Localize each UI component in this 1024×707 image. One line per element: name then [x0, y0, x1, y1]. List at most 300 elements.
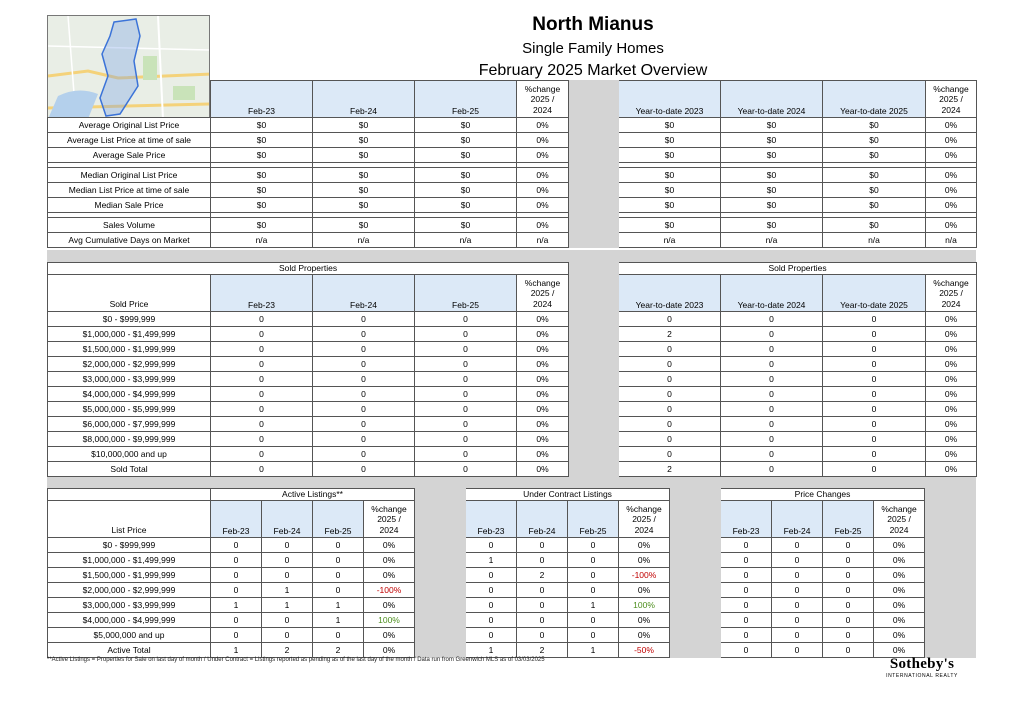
value-cell: 0	[415, 462, 517, 477]
gap-cell	[670, 628, 721, 643]
value-cell: 0	[415, 387, 517, 402]
value-cell: 0%	[517, 462, 569, 477]
table-row	[48, 133, 977, 148]
value-cell: 0	[823, 342, 926, 357]
value-cell: 0%	[926, 372, 977, 387]
value-cell: 0%	[874, 613, 925, 628]
column-header: Feb-24	[517, 501, 568, 538]
page-title: North Mianus	[532, 14, 654, 35]
row-label: Average Original List Price	[48, 118, 211, 133]
value-cell: 0%	[874, 553, 925, 568]
value-cell: 0	[823, 643, 874, 658]
value-cell: 0	[211, 447, 313, 462]
value-cell: n/a	[926, 233, 977, 248]
table-row	[48, 583, 976, 598]
title-row	[48, 263, 977, 275]
value-cell: 0%	[874, 583, 925, 598]
gap-cell	[569, 327, 619, 342]
gap-cell	[569, 233, 619, 248]
value-cell: 0	[466, 538, 517, 553]
row-label: Sales Volume	[48, 218, 211, 233]
value-cell: 0	[568, 553, 619, 568]
value-cell: 0%	[926, 342, 977, 357]
value-cell: -100%	[364, 583, 415, 598]
value-cell: 0	[772, 643, 823, 658]
row-label: $5,000,000 and up	[48, 628, 211, 643]
value-cell: $0	[211, 118, 313, 133]
table-row	[48, 628, 976, 643]
value-cell: 0	[721, 538, 772, 553]
value-cell: 0	[466, 628, 517, 643]
value-cell: 0%	[517, 342, 569, 357]
value-cell: 0	[517, 598, 568, 613]
gap-cell	[670, 568, 721, 583]
page-subtitle: Single Family Homes	[522, 40, 664, 57]
gap-cell	[415, 489, 466, 501]
gap-cell	[569, 447, 619, 462]
value-cell: 0	[619, 447, 721, 462]
value-cell: 0%	[926, 462, 977, 477]
value-cell: 0	[823, 387, 926, 402]
value-cell: $0	[721, 118, 823, 133]
value-cell: 0	[211, 372, 313, 387]
gap-cell	[569, 357, 619, 372]
value-cell: $0	[313, 168, 415, 183]
value-cell: $0	[619, 118, 721, 133]
value-cell: $0	[721, 133, 823, 148]
row-label: Median List Price at time of sale	[48, 183, 211, 198]
value-cell: 0	[721, 327, 823, 342]
value-cell: 0	[823, 598, 874, 613]
logo-name: Sotheby's	[889, 656, 955, 672]
value-cell: 0%	[517, 198, 569, 213]
value-cell: 0	[313, 342, 415, 357]
value-cell: 0	[211, 402, 313, 417]
value-cell: $0	[619, 198, 721, 213]
column-header: %change 2025 / 2024	[364, 501, 415, 538]
value-cell: $0	[313, 198, 415, 213]
row-label: Average List Price at time of sale	[48, 133, 211, 148]
value-cell: 0	[262, 568, 313, 583]
column-header: Feb-24	[772, 501, 823, 538]
value-cell: $0	[415, 183, 517, 198]
column-header: Feb-24	[313, 81, 415, 118]
value-cell: 0%	[517, 327, 569, 342]
value-cell: 0	[211, 432, 313, 447]
map-cell	[48, 81, 211, 118]
gap-cell	[670, 598, 721, 613]
value-cell: $0	[823, 118, 926, 133]
value-cell: 1	[568, 598, 619, 613]
value-cell: 0%	[517, 432, 569, 447]
gap-cell	[569, 81, 619, 118]
value-cell: 0	[313, 402, 415, 417]
value-cell: 0	[517, 583, 568, 598]
value-cell: 1	[466, 643, 517, 658]
value-cell: 0	[211, 342, 313, 357]
value-cell: $0	[313, 148, 415, 163]
value-cell: $0	[211, 168, 313, 183]
value-cell: 0%	[926, 327, 977, 342]
section-divider	[47, 476, 976, 488]
value-cell: 0%	[517, 183, 569, 198]
value-cell: 0	[415, 417, 517, 432]
row-label: $0 - $999,999	[48, 538, 211, 553]
value-cell: 0	[262, 628, 313, 643]
value-cell: $0	[211, 148, 313, 163]
value-cell: 0	[313, 538, 364, 553]
value-cell: 0	[619, 402, 721, 417]
row-label: $10,000,000 and up	[48, 447, 211, 462]
column-header: Feb-23	[211, 501, 262, 538]
value-cell: 0	[211, 417, 313, 432]
value-cell: 1	[568, 643, 619, 658]
column-header: Feb-23	[211, 81, 313, 118]
value-cell: 0	[772, 538, 823, 553]
value-cell: 100%	[619, 598, 670, 613]
value-cell: 0%	[364, 538, 415, 553]
value-cell: 1	[262, 598, 313, 613]
value-cell: 0%	[619, 613, 670, 628]
value-cell: 0	[313, 583, 364, 598]
header-row	[48, 81, 977, 118]
value-cell: 0	[823, 432, 926, 447]
value-cell: 0	[415, 342, 517, 357]
value-cell: 0%	[619, 628, 670, 643]
value-cell: 0	[211, 583, 262, 598]
value-cell: 0%	[517, 312, 569, 327]
gap-cell	[415, 501, 466, 538]
value-cell: 0%	[926, 198, 977, 213]
row-label: $8,000,000 - $9,999,999	[48, 432, 211, 447]
row-label: $4,000,000 - $4,999,999	[48, 387, 211, 402]
table-row	[48, 387, 977, 402]
gap-cell	[670, 501, 721, 538]
value-cell: 0	[313, 357, 415, 372]
column-header: Year-to-date 2025	[823, 275, 926, 312]
value-cell: 0	[823, 327, 926, 342]
column-header: Feb-23	[211, 275, 313, 312]
value-cell: 0	[721, 312, 823, 327]
row-label: $1,500,000 - $1,999,999	[48, 342, 211, 357]
gap-cell	[415, 643, 466, 658]
column-header: %change 2025 / 2024	[926, 275, 977, 312]
gap-cell	[569, 462, 619, 477]
column-header: %change 2025 / 2024	[926, 81, 977, 118]
value-cell: -100%	[619, 568, 670, 583]
value-cell: 0	[313, 387, 415, 402]
value-cell: 0%	[926, 432, 977, 447]
table-row	[48, 312, 977, 327]
column-header: Feb-23	[721, 501, 772, 538]
gap-cell	[569, 118, 619, 133]
value-cell: 2	[619, 327, 721, 342]
table-row	[48, 553, 976, 568]
value-cell: 0	[772, 553, 823, 568]
table-row	[48, 598, 976, 613]
value-cell: 0%	[926, 218, 977, 233]
value-cell: 0	[211, 387, 313, 402]
value-cell: $0	[415, 118, 517, 133]
value-cell: 0%	[926, 387, 977, 402]
gap-cell	[925, 489, 976, 501]
value-cell: 0	[262, 613, 313, 628]
gap-cell	[415, 553, 466, 568]
gap-cell	[925, 628, 976, 643]
value-cell: 0	[823, 312, 926, 327]
value-cell: $0	[823, 133, 926, 148]
gap-cell	[415, 568, 466, 583]
sold-title-right: Sold Properties	[619, 263, 977, 275]
value-cell: 0	[823, 462, 926, 477]
value-cell: 0	[823, 613, 874, 628]
value-cell: 0	[823, 372, 926, 387]
value-cell: 0	[772, 568, 823, 583]
value-cell: 0	[313, 568, 364, 583]
value-cell: $0	[823, 168, 926, 183]
gap-cell	[925, 613, 976, 628]
column-header: Year-to-date 2024	[721, 275, 823, 312]
value-cell: $0	[415, 168, 517, 183]
value-cell: 0	[211, 568, 262, 583]
gap-cell	[415, 583, 466, 598]
value-cell: 0	[823, 553, 874, 568]
value-cell: 0	[211, 312, 313, 327]
value-cell: 0	[823, 568, 874, 583]
row-label: Median Sale Price	[48, 198, 211, 213]
value-cell: 0	[313, 432, 415, 447]
gap-cell	[569, 387, 619, 402]
value-cell: 0	[313, 312, 415, 327]
gap-cell	[569, 342, 619, 357]
column-header: %change 2025 / 2024	[874, 501, 925, 538]
value-cell: 0	[517, 628, 568, 643]
table-row	[48, 568, 976, 583]
gap-cell	[569, 417, 619, 432]
value-cell: 0	[772, 583, 823, 598]
value-cell: 0	[721, 447, 823, 462]
value-cell: 0	[823, 447, 926, 462]
value-cell: 0	[313, 628, 364, 643]
table-row	[48, 538, 976, 553]
table-row	[48, 462, 977, 477]
value-cell: n/a	[415, 233, 517, 248]
column-header: Feb-25	[568, 501, 619, 538]
value-cell: 0%	[874, 568, 925, 583]
price-summary-table	[47, 80, 977, 248]
column-header: Feb-24	[262, 501, 313, 538]
value-cell: 0	[415, 312, 517, 327]
value-cell: 0	[262, 553, 313, 568]
value-cell: 0%	[517, 417, 569, 432]
value-cell: $0	[313, 183, 415, 198]
column-header: Feb-25	[823, 501, 874, 538]
value-cell: $0	[415, 148, 517, 163]
value-cell: $0	[619, 218, 721, 233]
value-cell: 0	[211, 613, 262, 628]
gap-cell	[925, 501, 976, 538]
column-header: %change 2025 / 2024	[517, 81, 569, 118]
row-label: $5,000,000 - $5,999,999	[48, 402, 211, 417]
value-cell: 0	[313, 553, 364, 568]
value-cell: 0	[721, 613, 772, 628]
table-row	[48, 342, 977, 357]
value-cell: 0	[415, 447, 517, 462]
value-cell: 0%	[874, 538, 925, 553]
value-cell: 0%	[926, 183, 977, 198]
value-cell: 0	[211, 462, 313, 477]
gap-cell	[569, 263, 619, 275]
value-cell: 0	[721, 387, 823, 402]
value-cell: 0%	[874, 628, 925, 643]
value-cell: 0	[721, 628, 772, 643]
value-cell: n/a	[823, 233, 926, 248]
value-cell: $0	[415, 198, 517, 213]
column-header: %change 2025 / 2024	[619, 501, 670, 538]
row-label: $0 - $999,999	[48, 312, 211, 327]
table-row	[48, 447, 977, 462]
value-cell: $0	[211, 133, 313, 148]
value-cell: $0	[211, 198, 313, 213]
value-cell: $0	[415, 133, 517, 148]
row-label: $2,000,000 - $2,999,999	[48, 583, 211, 598]
section-divider	[47, 250, 976, 262]
value-cell: $0	[211, 183, 313, 198]
value-cell: 0%	[619, 583, 670, 598]
value-cell: $0	[823, 218, 926, 233]
value-cell: 0	[619, 387, 721, 402]
value-cell: 0	[211, 553, 262, 568]
value-cell: 0%	[517, 218, 569, 233]
row-label: Avg Cumulative Days on Market	[48, 233, 211, 248]
value-cell: 0	[772, 628, 823, 643]
column-header: Year-to-date 2023	[619, 81, 721, 118]
table-row	[48, 327, 977, 342]
value-cell: 0	[313, 417, 415, 432]
row-label: Active Total	[48, 643, 211, 658]
row-label: $3,000,000 - $3,999,999	[48, 372, 211, 387]
gap-cell	[925, 598, 976, 613]
table-row	[48, 148, 977, 163]
value-cell: 0%	[926, 118, 977, 133]
table-row	[48, 183, 977, 198]
value-cell: 2	[517, 568, 568, 583]
value-cell: 0	[517, 538, 568, 553]
value-cell: $0	[721, 198, 823, 213]
value-cell: 0	[619, 417, 721, 432]
value-cell: 0	[619, 312, 721, 327]
value-cell: n/a	[211, 233, 313, 248]
value-cell: 2	[313, 643, 364, 658]
value-cell: 0%	[517, 387, 569, 402]
value-cell: $0	[313, 133, 415, 148]
value-cell: 0%	[364, 553, 415, 568]
gap-cell	[569, 133, 619, 148]
column-header: Feb-23	[466, 501, 517, 538]
value-cell: 0%	[926, 168, 977, 183]
gap-cell	[569, 432, 619, 447]
value-cell: 0	[721, 553, 772, 568]
gap-cell	[670, 583, 721, 598]
value-cell: 0	[619, 372, 721, 387]
value-cell: 0	[721, 357, 823, 372]
column-header: Year-to-date 2024	[721, 81, 823, 118]
row-label: $2,000,000 - $2,999,999	[48, 357, 211, 372]
value-cell: 0	[568, 628, 619, 643]
value-cell: 1	[211, 643, 262, 658]
row-label: Sold Total	[48, 462, 211, 477]
column-header: %change 2025 / 2024	[517, 275, 569, 312]
value-cell: $0	[211, 218, 313, 233]
gap-cell	[569, 372, 619, 387]
value-cell: $0	[823, 198, 926, 213]
value-cell: 0	[568, 538, 619, 553]
value-cell: 0	[619, 342, 721, 357]
value-cell: 0	[415, 327, 517, 342]
value-cell: 0	[517, 553, 568, 568]
table-row	[48, 402, 977, 417]
gap-cell	[415, 628, 466, 643]
row-label: Median Original List Price	[48, 168, 211, 183]
value-cell: $0	[823, 183, 926, 198]
gap-cell	[925, 583, 976, 598]
value-cell: $0	[619, 183, 721, 198]
gap-cell	[569, 312, 619, 327]
value-cell: 0%	[517, 133, 569, 148]
value-cell: 0%	[926, 402, 977, 417]
value-cell: 0%	[364, 568, 415, 583]
value-cell: 0	[823, 628, 874, 643]
value-cell: 0	[415, 432, 517, 447]
gap-cell	[415, 598, 466, 613]
gap-cell	[925, 568, 976, 583]
header-row	[48, 275, 977, 312]
gap-cell	[569, 218, 619, 233]
value-cell: $0	[619, 133, 721, 148]
column-header: Year-to-date 2025	[823, 81, 926, 118]
value-cell: 0%	[926, 417, 977, 432]
row-label: $6,000,000 - $7,999,999	[48, 417, 211, 432]
table-row	[48, 613, 976, 628]
column-header: Feb-25	[415, 81, 517, 118]
value-cell: 0%	[517, 372, 569, 387]
gap-cell	[569, 148, 619, 163]
value-cell: 0	[415, 357, 517, 372]
row-label: $1,000,000 - $1,499,999	[48, 327, 211, 342]
value-cell: $0	[415, 218, 517, 233]
value-cell: 100%	[364, 613, 415, 628]
table-row	[48, 372, 977, 387]
value-cell: $0	[823, 148, 926, 163]
gap-cell	[569, 198, 619, 213]
value-cell: 0%	[619, 538, 670, 553]
row-label: $3,000,000 - $3,999,999	[48, 598, 211, 613]
value-cell: 0	[721, 598, 772, 613]
value-cell: 0	[568, 613, 619, 628]
row-header: List Price	[48, 501, 211, 538]
value-cell: 0	[721, 568, 772, 583]
value-cell: $0	[313, 218, 415, 233]
value-cell: 0	[313, 372, 415, 387]
value-cell: 0	[466, 613, 517, 628]
value-cell: 2	[517, 643, 568, 658]
gap-cell	[569, 275, 619, 312]
title-row	[48, 489, 976, 501]
gap-cell	[670, 553, 721, 568]
value-cell: $0	[721, 183, 823, 198]
group-title: Under Contract Listings	[466, 489, 670, 501]
gap-cell	[670, 643, 721, 658]
